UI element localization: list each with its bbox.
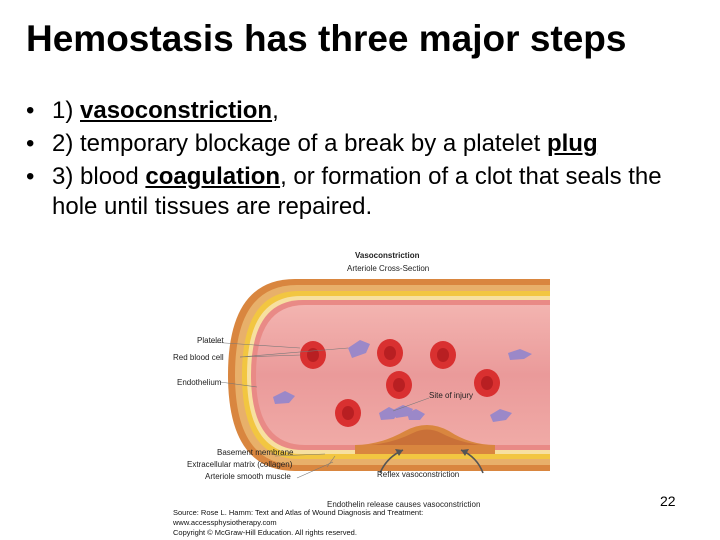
page-number: 22 <box>660 493 676 509</box>
bullet-marker: • <box>26 130 35 157</box>
bullet-item <box>26 162 706 222</box>
red-blood-cell <box>386 371 412 399</box>
label-endothelium: Endothelium <box>177 378 222 387</box>
bullet-item <box>26 96 706 126</box>
bullet-text: 3) blood <box>52 163 146 190</box>
red-blood-cell <box>300 341 326 369</box>
source-line-3: Copyright © McGraw-Hill Education. All rights reserved. <box>173 528 357 537</box>
label-endothelin: Endothelin release causes vasoconstriction <box>327 500 481 509</box>
diagram-title: Vasoconstriction <box>355 251 420 260</box>
bullet-marker: • <box>26 97 35 124</box>
red-blood-cell <box>474 369 500 397</box>
red-blood-cell <box>335 399 361 427</box>
diagram-subtitle: Arteriole Cross-Section <box>347 264 430 273</box>
bullet-text: 2) temporary blockage of a break by a platelet <box>52 130 547 157</box>
source-line-2: www.accessphysiotherapy.com <box>173 518 277 527</box>
label-arteriole-smooth-muscle: Arteriole smooth muscle <box>205 472 291 481</box>
red-blood-cell <box>377 339 403 367</box>
label-red-blood-cell: Red blood cell <box>173 353 224 362</box>
bullet-text-end: , or formation of a clot that seals the hole until tissues are repaired. <box>52 163 662 220</box>
label-extracellular-matrix: Extracellular matrix (collagen) <box>187 460 293 469</box>
label-basement-membrane: Basement membrane <box>217 448 294 457</box>
diagram-svg <box>165 245 550 540</box>
bullet-item <box>26 129 706 159</box>
slide-title: Hemostasis has three major steps <box>26 18 627 59</box>
bullet-list <box>26 96 706 225</box>
bullet-marker: • <box>26 163 35 190</box>
source-line-1: Source: Rose L. Hamm: Text and Atlas of Wound Diagnosis and Treatment: <box>173 508 424 517</box>
bullet-text: 1) <box>52 97 81 124</box>
bullet-keyword: vasoconstriction <box>80 97 273 124</box>
bullet-keyword: coagulation <box>145 163 281 190</box>
vasoconstriction-diagram <box>165 245 550 540</box>
label-site-of-injury: Site of injury <box>429 391 474 400</box>
label-reflex-vasoconstriction: Reflex vasoconstriction <box>377 470 460 479</box>
label-platelet: Platelet <box>197 336 224 345</box>
red-blood-cell <box>430 341 456 369</box>
bullet-text-end: , <box>272 97 279 124</box>
bullet-keyword: plug <box>546 130 598 157</box>
